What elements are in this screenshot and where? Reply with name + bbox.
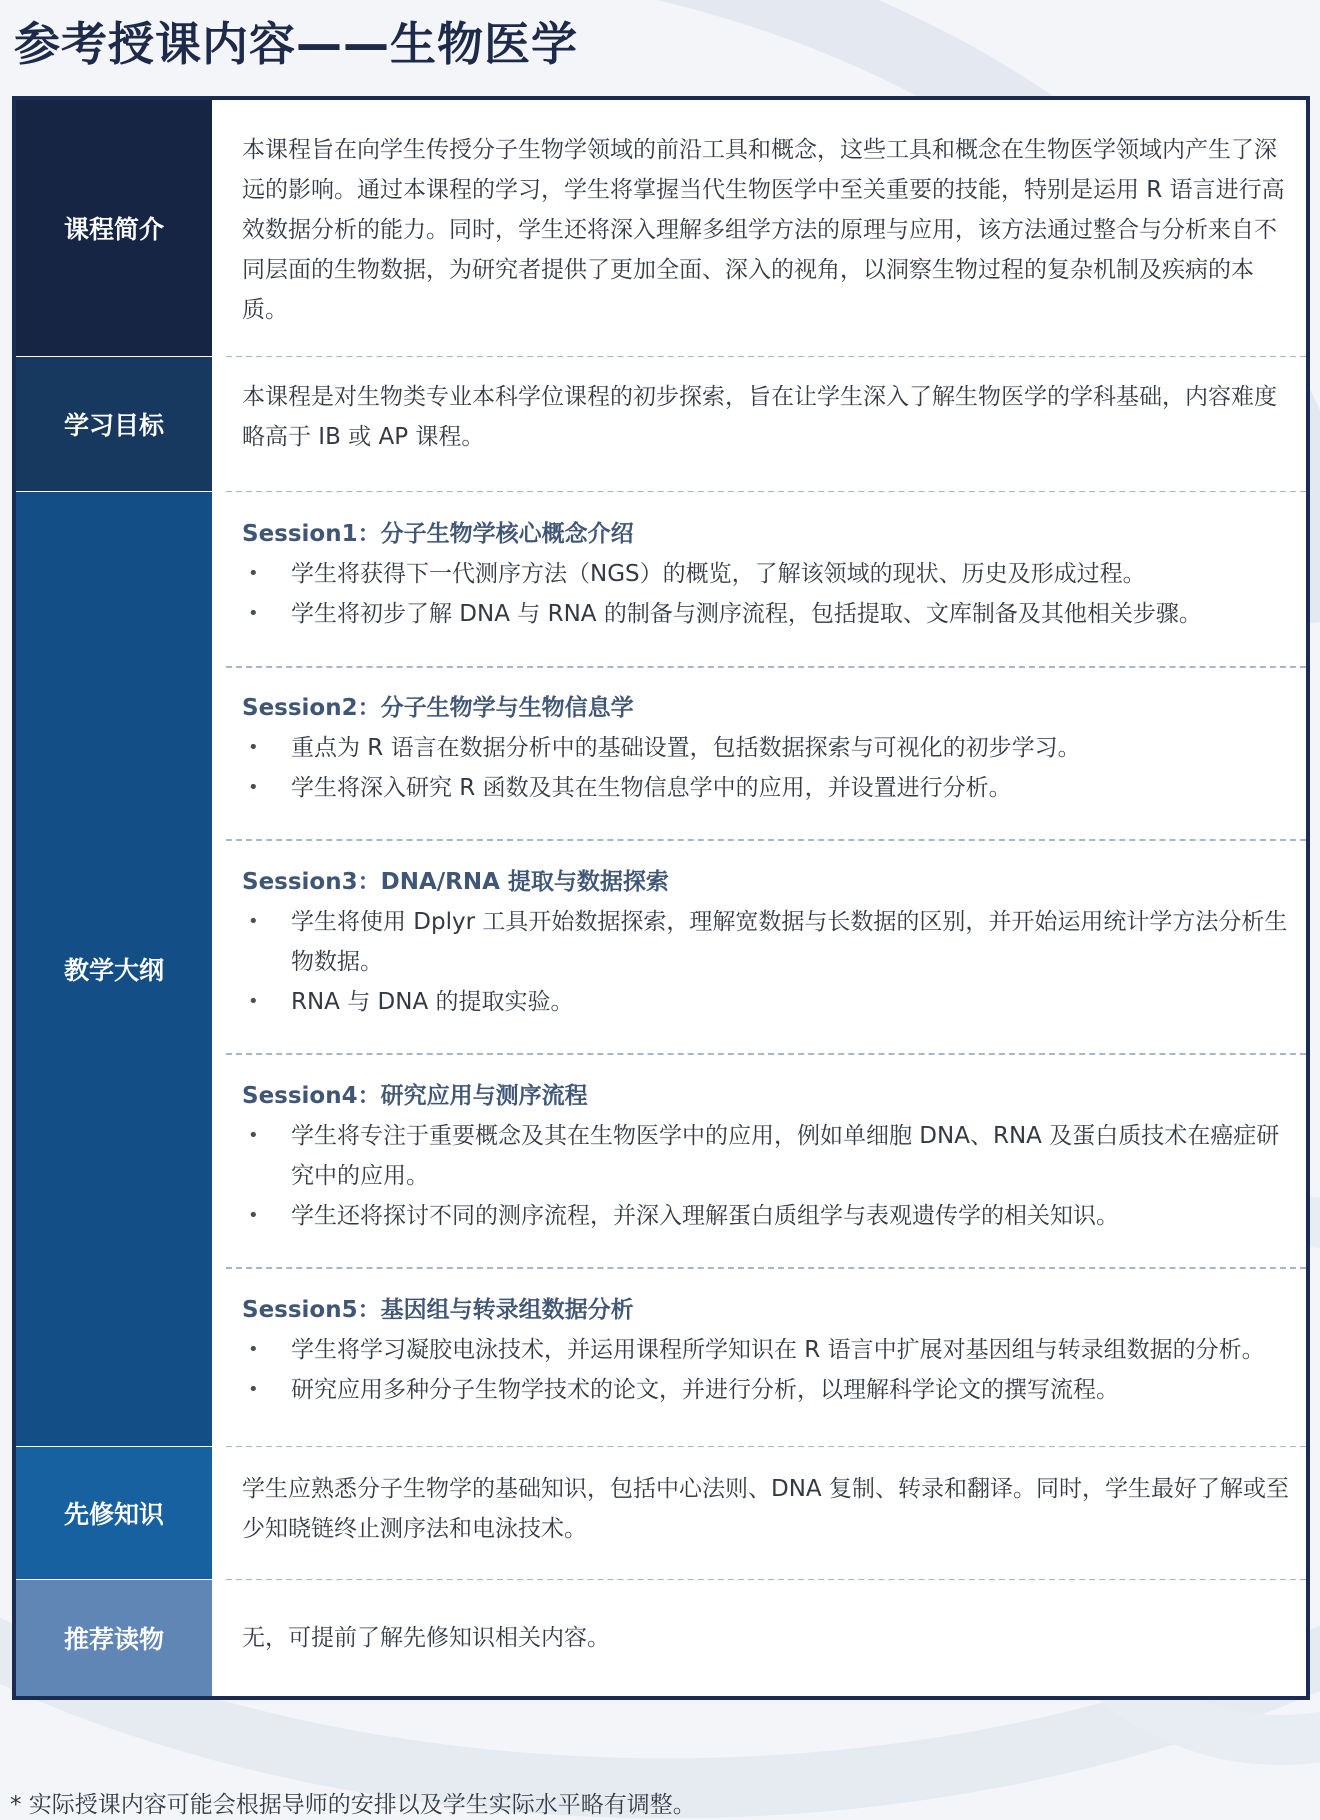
bullet-text: 学生将使用 Dplyr 工具开始数据探索，理解宽数据与长数据的区别，并开始运用统计学方法分析生物数据。 bbox=[291, 909, 1288, 975]
bullet-text: 重点为 R 语言在数据分析中的基础设置，包括数据探索与可视化的初步学习。 bbox=[291, 735, 1081, 761]
bullet-icon: • bbox=[248, 777, 259, 798]
row-outline bbox=[16, 492, 1306, 1446]
bullet-icon: • bbox=[248, 1205, 259, 1226]
divider bbox=[226, 1267, 1306, 1269]
bullet-icon: • bbox=[248, 1379, 259, 1400]
row-goal bbox=[16, 357, 1306, 491]
row-prereq bbox=[16, 1447, 1306, 1579]
content-goal bbox=[212, 357, 1306, 491]
bullet-text: 学生将初步了解 DNA 与 RNA 的制备与测序流程，包括提取、文库制备及其他相关步骤。 bbox=[291, 601, 1202, 627]
footnote: * 实际授课内容可能会根据导师的安排以及学生实际水平略有调整。 bbox=[10, 1792, 696, 1818]
session-title: Session2：分子生物学与生物信息学 bbox=[242, 695, 634, 721]
session-2 bbox=[242, 688, 1294, 808]
bullet-icon: • bbox=[248, 911, 259, 932]
bullet-text: 学生将获得下一代测序方法（NGS）的概览，了解该领域的现状、历史及形成过程。 bbox=[291, 561, 1146, 587]
session-title: Session1：分子生物学核心概念介绍 bbox=[242, 521, 634, 547]
list-item bbox=[242, 1370, 1294, 1410]
session-1 bbox=[242, 514, 1294, 634]
bullet-icon: • bbox=[248, 991, 259, 1012]
divider bbox=[226, 666, 1306, 668]
session-title: Session3：DNA/RNA 提取与数据探索 bbox=[242, 869, 669, 895]
bullet-text: 研究应用多种分子生物学技术的论文，并进行分析，以理解科学论文的撰写流程。 bbox=[291, 1377, 1119, 1403]
divider bbox=[226, 1053, 1306, 1055]
session-5 bbox=[242, 1290, 1294, 1410]
list-item bbox=[242, 1330, 1294, 1370]
course-table bbox=[12, 96, 1310, 1700]
list-item bbox=[242, 594, 1294, 634]
row-intro bbox=[16, 100, 1306, 356]
label-reading: 推荐读物 bbox=[16, 1580, 212, 1696]
list-item bbox=[242, 1196, 1294, 1236]
bullet-icon: • bbox=[248, 603, 259, 624]
bullet-text: 学生将深入研究 R 函数及其在生物信息学中的应用，并设置进行分析。 bbox=[291, 775, 1012, 801]
bullet-text: 学生将专注于重要概念及其在生物医学中的应用，例如单细胞 DNA、RNA 及蛋白质技术在癌症研究中的应用。 bbox=[291, 1123, 1280, 1189]
list-item bbox=[242, 768, 1294, 808]
list-item bbox=[242, 728, 1294, 768]
intro-text: 本课程旨在向学生传授分子生物学领域的前沿工具和概念，这些工具和概念在生物医学领域内产生了深远的影响。通过本课程的学习，学生将掌握当代生物医学中至关重要的技能，特别是运用 R 语言进行高效数据分析的能力。同时，学生还将深入理解多组学方法的原理与应用，该方法通过整合与分析来自不同层面的生物数据，为研究者提供了更加全面、深入的视角，以洞察生物过程的复杂机制及疾病的本质。 bbox=[242, 137, 1285, 323]
goal-text: 本课程是对生物类专业本科学位课程的初步探索，旨在让学生深入了解生物医学的学科基础，内容难度略高于 IB 或 AP 课程。 bbox=[242, 384, 1277, 450]
bullet-icon: • bbox=[248, 737, 259, 758]
bullet-icon: • bbox=[248, 1125, 259, 1146]
divider bbox=[226, 839, 1306, 841]
session-4 bbox=[242, 1076, 1294, 1236]
bullet-text: 学生还将探讨不同的测序流程，并深入理解蛋白质组学与表观遗传学的相关知识。 bbox=[291, 1203, 1119, 1229]
prereq-text: 学生应熟悉分子生物学的基础知识，包括中心法则、DNA 复制、转录和翻译。同时，学生最好了解或至少知晓链终止测序法和电泳技术。 bbox=[242, 1476, 1289, 1542]
label-outline: 教学大纲 bbox=[16, 492, 212, 1446]
bullet-icon: • bbox=[248, 1339, 259, 1360]
content-intro bbox=[212, 100, 1306, 356]
content-prereq bbox=[212, 1447, 1306, 1579]
label-prereq: 先修知识 bbox=[16, 1447, 212, 1579]
bullet-text: RNA 与 DNA 的提取实验。 bbox=[291, 989, 574, 1015]
label-goal: 学习目标 bbox=[16, 357, 212, 491]
label-intro: 课程简介 bbox=[16, 100, 212, 356]
session-title: Session4：研究应用与测序流程 bbox=[242, 1083, 588, 1109]
session-3 bbox=[242, 862, 1294, 1022]
list-item bbox=[242, 902, 1294, 982]
row-reading bbox=[16, 1580, 1306, 1696]
content-reading bbox=[212, 1580, 1306, 1696]
page-title: 参考授课内容——生物医学 bbox=[14, 17, 578, 71]
content-outline bbox=[212, 492, 1306, 1446]
list-item bbox=[242, 1116, 1294, 1196]
bullet-text: 学生将学习凝胶电泳技术，并运用课程所学知识在 R 语言中扩展对基因组与转录组数据的分析。 bbox=[291, 1337, 1265, 1363]
reading-text: 无，可提前了解先修知识相关内容。 bbox=[242, 1625, 610, 1651]
list-item bbox=[242, 982, 1294, 1022]
session-title: Session5：基因组与转录组数据分析 bbox=[242, 1297, 634, 1323]
list-item bbox=[242, 554, 1294, 594]
bullet-icon: • bbox=[248, 563, 259, 584]
